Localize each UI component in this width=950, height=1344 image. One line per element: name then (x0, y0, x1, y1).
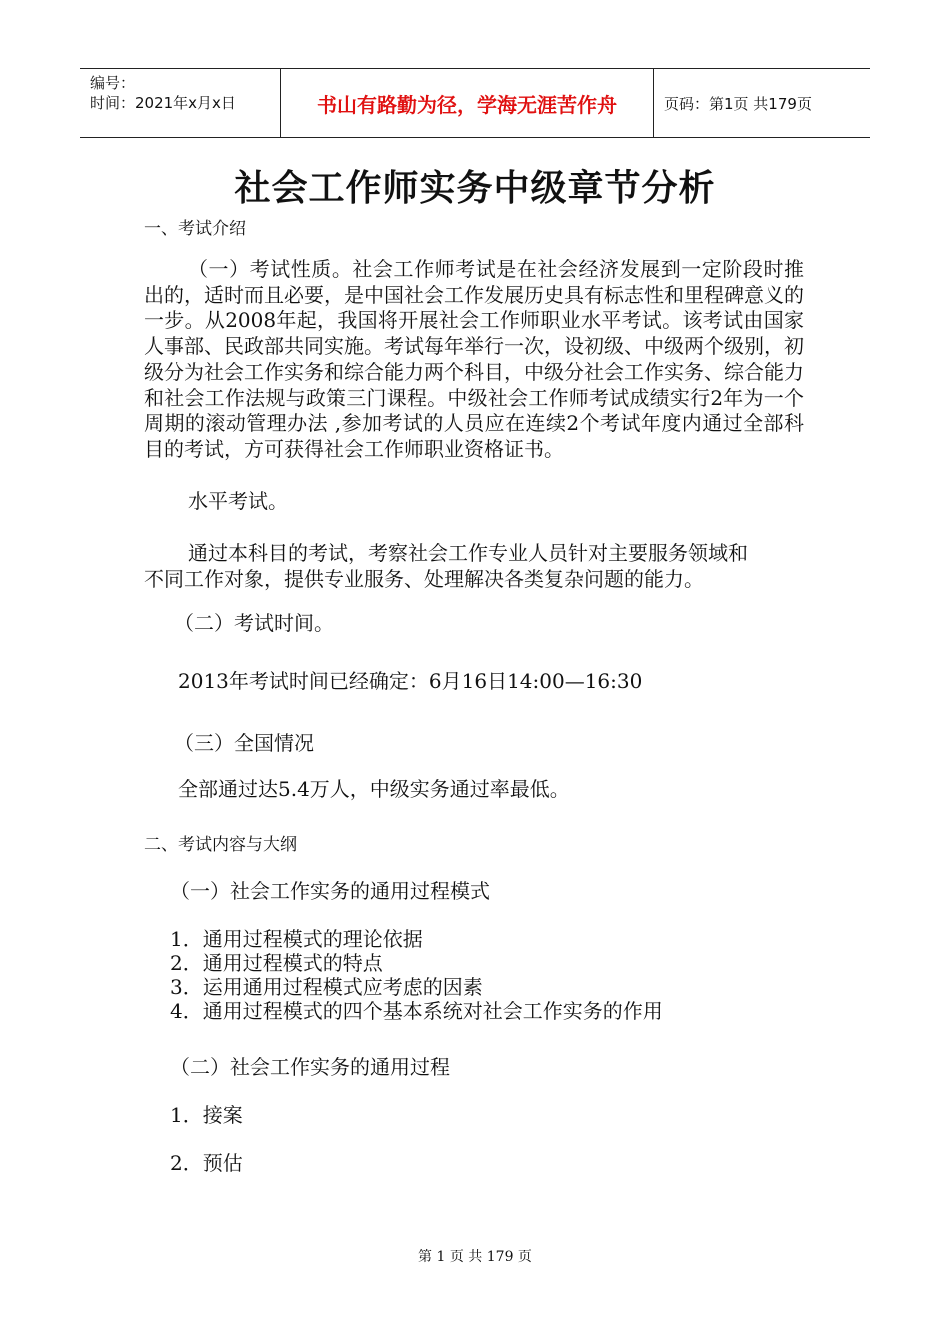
level-exam-text: 水平考试。 (188, 489, 288, 513)
exam-time-text: 2013年考试时间已经确定：6月16日14:00—16:30 (178, 669, 643, 693)
section1-heading: 一、考试介绍 (144, 219, 246, 239)
exam-purpose-line1: 通过本科目的考试，考察社会工作专业人员针对主要服务领域和 (188, 541, 748, 565)
page-footer: 第 1 页 共 179 页 (418, 1249, 532, 1265)
section2-heading: 二、考试内容与大纲 (144, 835, 297, 855)
document-title: 社会工作师实务中级章节分析 (234, 168, 716, 209)
list-item: 2．预估 (170, 1151, 243, 1175)
list-item: 2．通用过程模式的特点 (170, 951, 383, 975)
exam-time-heading: （二）考试时间。 (174, 611, 334, 635)
exam-purpose-line2: 不同工作对象，提供专业服务、处理解决各类复杂问题的能力。 (144, 567, 704, 591)
document-date-label: 时间：2021年x月x日 (90, 94, 236, 112)
list-item: 1．接案 (170, 1103, 243, 1127)
list-item: 3．运用通用过程模式应考虑的因素 (170, 975, 483, 999)
page-header (80, 68, 870, 138)
sub2-heading: （二）社会工作实务的通用过程 (170, 1055, 450, 1079)
list-item: 1．通用过程模式的理论依据 (170, 927, 423, 951)
list-item: 4．通用过程模式的四个基本系统对社会工作实务的作用 (170, 999, 663, 1023)
national-status-heading: （三）全国情况 (174, 731, 314, 755)
exam-nature-paragraph (144, 257, 804, 463)
exam-nature-text: （一）考试性质。社会工作师考试是在社会经济发展到一定阶段时推出的，适时而且必要，是中国社会工作发展历史具有标志性和里程碑意义的一步。从2008年起，我国将开展社会工作师职业水平考试。该考试由国家人事部、民政部共同实施。考试每年举行一次，设初级、中级两个级别，初级分为社会工作实务和综合能力两个科目，中级分社会工作实务、综合能力和社会工作法规与政策三门课程。中级社会工作师考试成绩实行2年为一个周期的滚动管理办法 ,参加考试的人员应在连续2个考试年度内通过全部科目的考试，方可获得社会工作师职业资格证书。 (144, 257, 804, 461)
document-number-label: 编号： (90, 74, 136, 92)
national-status-text: 全部通过达5.4万人，中级实务通过率最低。 (178, 777, 570, 801)
header-meta (80, 69, 280, 137)
header-motto: 书山有路勤为径，学海无涯苦作舟 (280, 69, 654, 137)
sub1-heading: （一）社会工作实务的通用过程模式 (170, 879, 490, 903)
header-page-label: 页码：第1页 共179页 (664, 94, 812, 113)
